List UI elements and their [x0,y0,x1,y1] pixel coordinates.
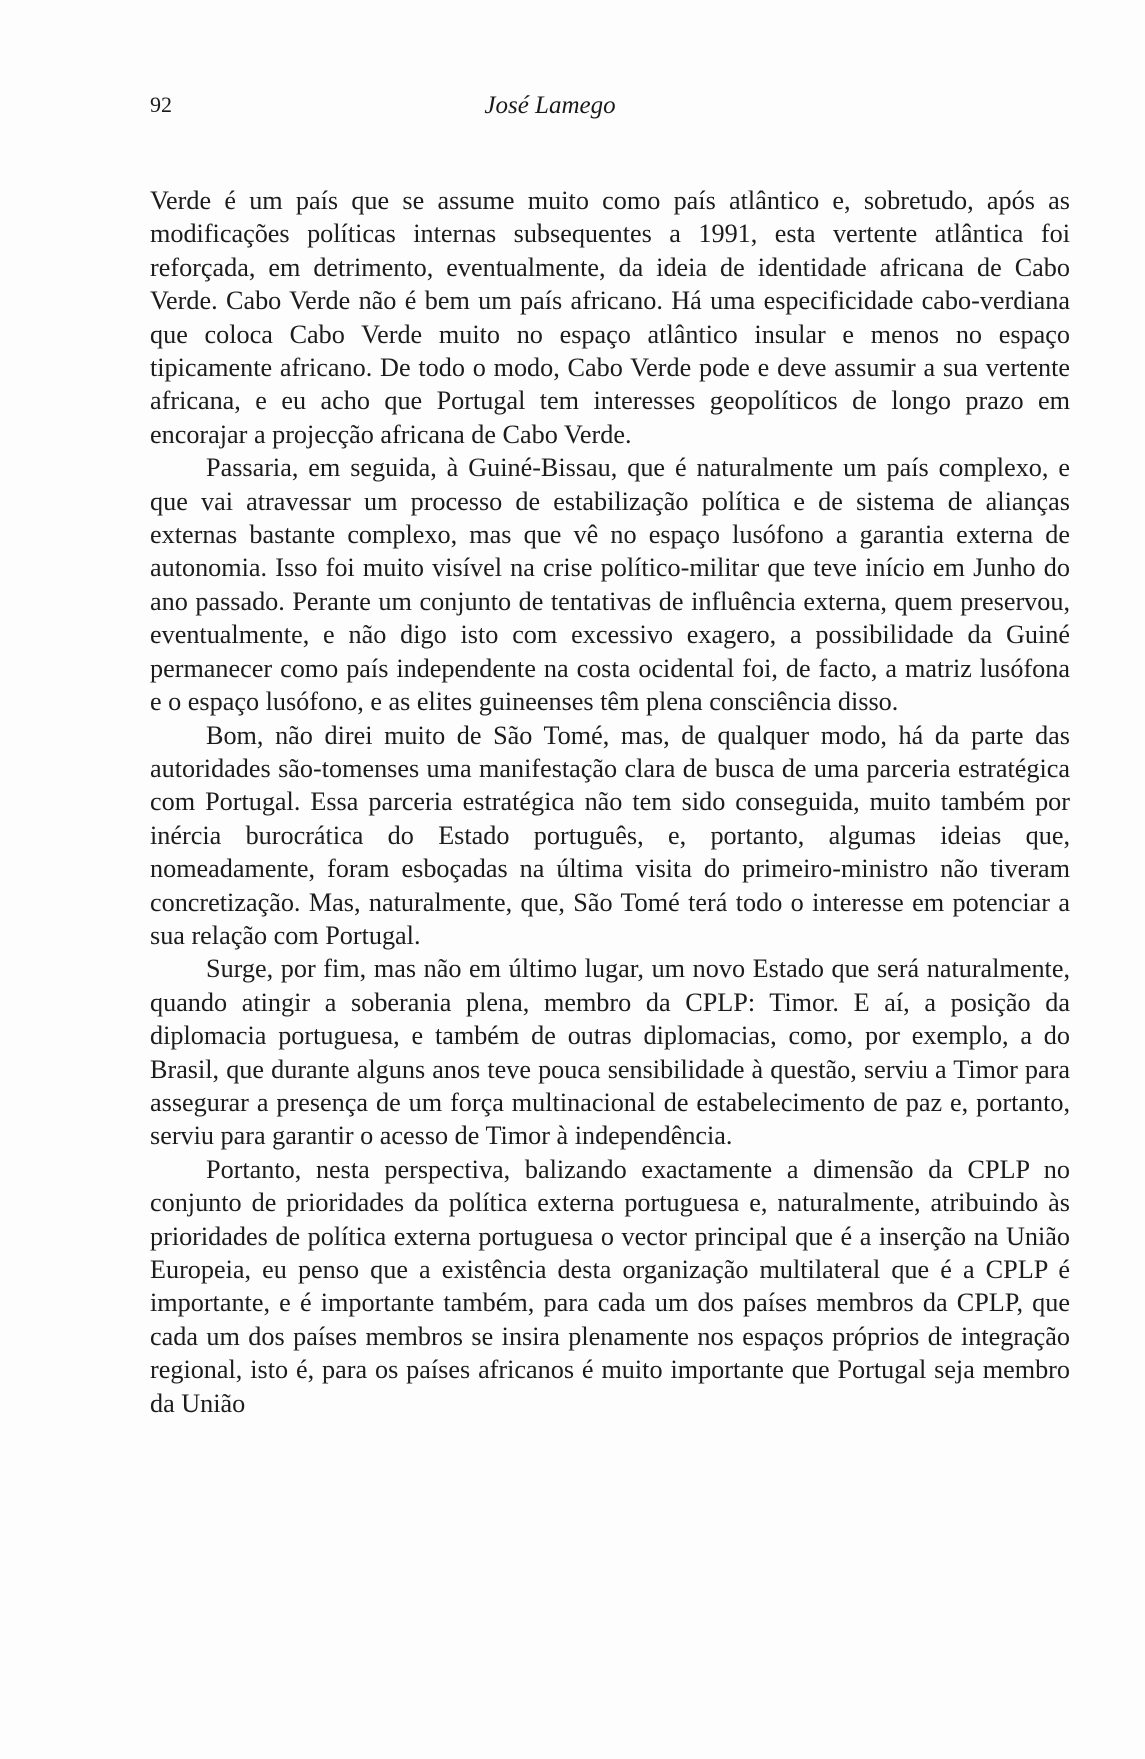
paragraph-guine-bissau: Passaria, em seguida, à Guiné-Bissau, que é naturalmente um país complexo, e que vai atravessar um processo de estabilização política e de sistema de alianças externas bastante complexo, mas que vê no espaço lusófono a garantia externa de autonomia. Isso foi muito visível na crise político-militar que teve início em Junho do ano passado. Perante um conjunto de tentativas de influência externa, quem preservou, eventualmente, e não digo isto com excessivo exagero, a possibilidade da Guiné permanecer como país independente na costa ocidental foi, de facto, a matriz lusófona e o espaço lusófono, e as elites guineenses têm plena consciência disso. [150,453,1070,717]
paragraph-conclusion: Portanto, nesta perspectiva, balizando exactamente a dimensão da CPLP no conjunto de prioridades da política externa portuguesa e, naturalmente, atribuindo às prioridades de política externa portuguesa o vector principal que é a inserção na União Europeia, eu penso que a existência desta organização multilateral que é a CPLP é importante, e é importante também, para cada um dos países membros da CPLP, que cada um dos países membros se insira plenamente nos espaços próprios de integração regional, isto é, para os países africanos é muito importante que Portugal seja membro da União [150,1154,1070,1418]
paragraph-continuation: Verde é um país que se assume muito como país atlântico e, sobretudo, após as modificações políticas internas subsequentes a 1991, esta vertente atlântica foi reforçada, em detrimento, eventualmente, da ideia de identidade africana de Cabo Verde. Cabo Verde não é bem um país africano. Há uma especificidade cabo-verdiana que coloca Cabo Verde muito no espaço atlântico insular e menos no espaço tipicamente africano. De todo o modo, Cabo Verde pode e deve assumir a sua vertente africana, e eu acho que Portugal tem interesses geopolíticos de longo prazo em encorajar a projecção africana de Cabo Verde. [150,186,1070,449]
paragraph-timor: Surge, por fim, mas não em último lugar, um novo Estado que será naturalmente, quando atingir a soberania plena, membro da CPLP: Timor. E aí, a posição da diplomacia portuguesa, e também de outras diplomacias, como, por exemplo, a do Brasil, que durante alguns anos teve pouca sensibilidade à questão, serviu a Timor para assegurar a presença de um força multinacional de estabelecimento de paz e, portanto, serviu para garantir o acesso de Timor à independência. [150,954,1070,1151]
running-title: José Lamego [484,92,616,119]
running-head [150,92,1070,132]
page-number: 92 [150,92,172,117]
paragraph-sao-tome: Bom, não direi muito de São Tomé, mas, de qualquer modo, há da parte das autoridades são-tomenses uma manifestação clara de busca de uma parceria estratégica com Portugal. Essa parceria estratégica não tem sido conseguida, muito também por inércia burocrática do Estado português, e, portanto, algumas ideias que, nomeadamente, foram esboçadas na última visita do primeiro-ministro não tiveram concretização. Mas, naturalmente, que, São Tomé terá todo o interesse em potenciar a sua relação com Portugal. [150,720,1070,950]
body-text [150,184,1070,1420]
